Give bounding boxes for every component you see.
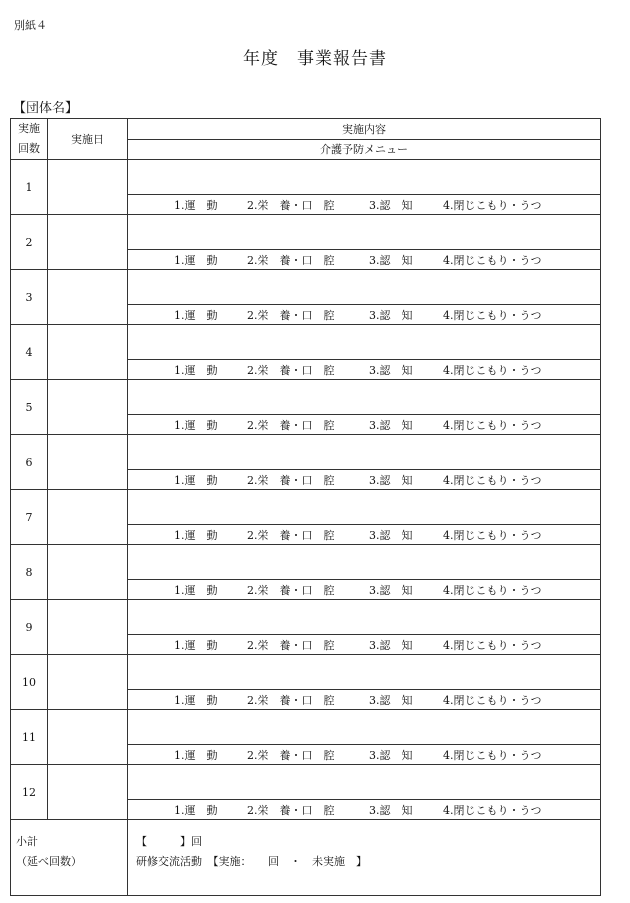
content-cell[interactable]: [128, 600, 601, 635]
menu-option[interactable]: 2.栄 養・口 腔: [247, 363, 335, 377]
date-cell[interactable]: [48, 435, 128, 490]
row-number: 1: [11, 160, 48, 215]
table-row: [11, 270, 601, 305]
row-number: 9: [11, 600, 48, 655]
header-content-cell: 実施内容: [128, 119, 601, 140]
date-cell[interactable]: [48, 765, 128, 820]
table-row: [11, 215, 601, 250]
date-cell[interactable]: [48, 270, 128, 325]
row-number: 6: [11, 435, 48, 490]
menu-option[interactable]: 1.運 動: [174, 418, 218, 432]
menu-option[interactable]: 3.認 知: [369, 693, 413, 707]
menu-option[interactable]: 3.認 知: [369, 253, 413, 267]
menu-option[interactable]: 3.認 知: [369, 473, 413, 487]
row-number: 11: [11, 710, 48, 765]
table-row: [11, 655, 601, 690]
content-cell[interactable]: [128, 710, 601, 745]
menu-options: [128, 635, 601, 655]
table-row: [11, 380, 601, 415]
menu-option[interactable]: 3.認 知: [369, 528, 413, 542]
menu-option[interactable]: 1.運 動: [174, 363, 218, 377]
menu-option[interactable]: 1.運 動: [174, 583, 218, 597]
menu-option[interactable]: 1.運 動: [174, 473, 218, 487]
date-cell[interactable]: [48, 215, 128, 270]
menu-options: [128, 745, 601, 765]
row-number: 3: [11, 270, 48, 325]
menu-option[interactable]: 4.閉じこもり・うつ: [443, 803, 542, 817]
menu-option[interactable]: 4.閉じこもり・うつ: [443, 693, 542, 707]
content-cell[interactable]: [128, 490, 601, 525]
content-cell[interactable]: [128, 435, 601, 470]
table-row: [11, 490, 601, 525]
menu-option[interactable]: 2.栄 養・口 腔: [247, 748, 335, 762]
menu-options: [128, 525, 601, 545]
summary-label: 小計 （延べ回数）: [11, 820, 128, 896]
content-cell[interactable]: [128, 325, 601, 360]
row-number: 10: [11, 655, 48, 710]
menu-option[interactable]: 1.運 動: [174, 308, 218, 322]
menu-option[interactable]: 1.運 動: [174, 198, 218, 212]
menu-option[interactable]: 2.栄 養・口 腔: [247, 528, 335, 542]
table-row: [11, 545, 601, 580]
menu-option[interactable]: 4.閉じこもり・うつ: [443, 748, 542, 762]
table-row: [11, 160, 601, 195]
menu-options: [128, 250, 601, 270]
menu-option[interactable]: 3.認 知: [369, 748, 413, 762]
menu-option[interactable]: 4.閉じこもり・うつ: [443, 583, 542, 597]
menu-option[interactable]: 4.閉じこもり・うつ: [443, 638, 542, 652]
menu-option[interactable]: 2.栄 養・口 腔: [247, 693, 335, 707]
header-date-cell: 実施日: [48, 119, 128, 160]
content-cell[interactable]: [128, 215, 601, 250]
menu-option[interactable]: 1.運 動: [174, 638, 218, 652]
menu-options: [128, 800, 601, 820]
menu-option[interactable]: 1.運 動: [174, 693, 218, 707]
menu-option[interactable]: 2.栄 養・口 腔: [247, 253, 335, 267]
page-title: 年度 事業報告書: [243, 49, 387, 69]
date-cell[interactable]: [48, 545, 128, 600]
menu-option[interactable]: 4.閉じこもり・うつ: [443, 473, 542, 487]
menu-option[interactable]: 3.認 知: [369, 803, 413, 817]
menu-option[interactable]: 2.栄 養・口 腔: [247, 583, 335, 597]
menu-option[interactable]: 1.運 動: [174, 748, 218, 762]
menu-option[interactable]: 1.運 動: [174, 528, 218, 542]
date-cell[interactable]: [48, 325, 128, 380]
menu-options: [128, 195, 601, 215]
menu-option[interactable]: 3.認 知: [369, 198, 413, 212]
menu-option[interactable]: 2.栄 養・口 腔: [247, 198, 335, 212]
table-row: [11, 325, 601, 360]
menu-option[interactable]: 4.閉じこもり・うつ: [443, 253, 542, 267]
menu-option[interactable]: 3.認 知: [369, 638, 413, 652]
row-number: 2: [11, 215, 48, 270]
row-number: 8: [11, 545, 48, 600]
menu-option[interactable]: 2.栄 養・口 腔: [247, 418, 335, 432]
menu-options: [128, 690, 601, 710]
content-cell[interactable]: [128, 380, 601, 415]
menu-options: [128, 305, 601, 325]
date-cell[interactable]: [48, 160, 128, 215]
row-number: 7: [11, 490, 48, 545]
menu-option[interactable]: 2.栄 養・口 腔: [247, 803, 335, 817]
table-row: [11, 435, 601, 470]
date-cell[interactable]: [48, 380, 128, 435]
row-number: 5: [11, 380, 48, 435]
header-count-cell: 実施 回数: [11, 119, 48, 160]
menu-option[interactable]: 3.認 知: [369, 583, 413, 597]
total-count: 【 】回: [136, 835, 202, 848]
header-menu-cell: 介護予防メニュー: [128, 139, 601, 160]
content-cell[interactable]: [128, 655, 601, 690]
menu-option[interactable]: 3.認 知: [369, 363, 413, 377]
date-cell[interactable]: [48, 655, 128, 710]
report-table: [10, 118, 601, 896]
table-row: [11, 710, 601, 745]
menu-option[interactable]: 4.閉じこもり・うつ: [443, 308, 542, 322]
content-cell[interactable]: [128, 545, 601, 580]
row-number: 4: [11, 325, 48, 380]
training-activity: 研修交流活動 【実施： 回 ・ 未実施 】: [136, 855, 367, 868]
attachment-label: 別紙４: [14, 19, 47, 32]
group-name-label: 【団体名】: [13, 101, 79, 116]
menu-option[interactable]: 2.栄 養・口 腔: [247, 638, 335, 652]
menu-option[interactable]: 3.認 知: [369, 308, 413, 322]
table-row: [11, 765, 601, 800]
date-cell[interactable]: [48, 710, 128, 765]
content-cell[interactable]: [128, 160, 601, 195]
date-cell[interactable]: [48, 600, 128, 655]
table-row: [11, 600, 601, 635]
summary-body[interactable]: [128, 820, 601, 896]
content-cell[interactable]: [128, 765, 601, 800]
menu-options: [128, 360, 601, 380]
date-cell[interactable]: [48, 490, 128, 545]
menu-option[interactable]: 1.運 動: [174, 803, 218, 817]
header-row-1: [11, 119, 601, 140]
content-cell[interactable]: [128, 270, 601, 305]
row-number: 12: [11, 765, 48, 820]
menu-option[interactable]: 3.認 知: [369, 418, 413, 432]
menu-options: [128, 470, 601, 490]
menu-option[interactable]: 1.運 動: [174, 253, 218, 267]
menu-option[interactable]: 4.閉じこもり・うつ: [443, 198, 542, 212]
menu-options: [128, 415, 601, 435]
summary-row: [11, 820, 601, 896]
menu-option[interactable]: 2.栄 養・口 腔: [247, 308, 335, 322]
menu-option[interactable]: 4.閉じこもり・うつ: [443, 528, 542, 542]
menu-option[interactable]: 4.閉じこもり・うつ: [443, 418, 542, 432]
menu-option[interactable]: 4.閉じこもり・うつ: [443, 363, 542, 377]
menu-option[interactable]: 2.栄 養・口 腔: [247, 473, 335, 487]
menu-options: [128, 580, 601, 600]
